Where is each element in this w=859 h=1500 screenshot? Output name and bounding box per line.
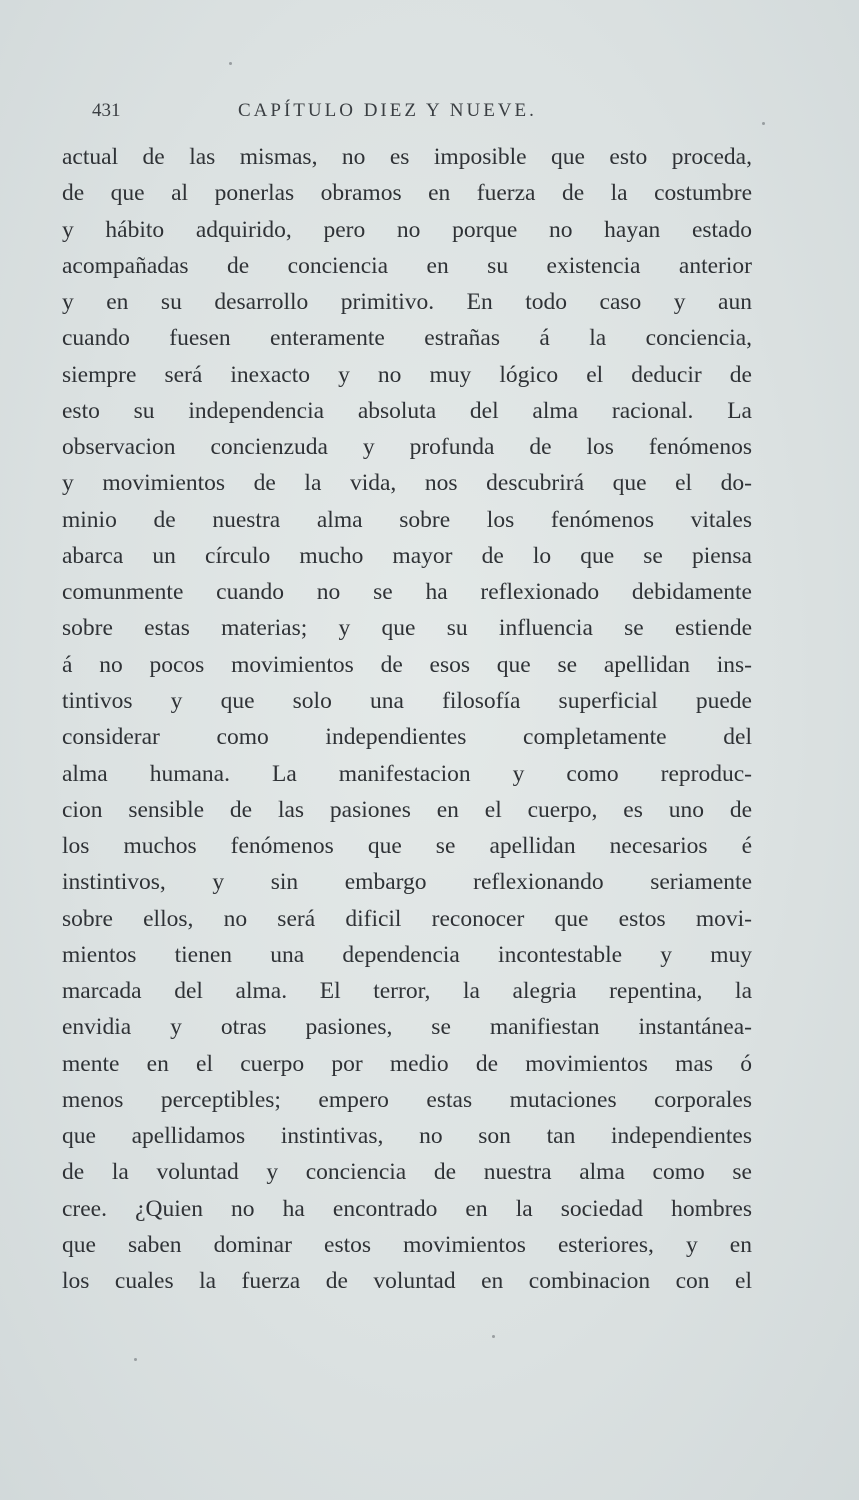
text-line: menos perceptibles; empero estas mutaciones corporales (62, 1086, 752, 1113)
page-header (92, 100, 772, 130)
text-line: de la voluntad y conciencia de nuestra alma como se (62, 1159, 752, 1186)
text-line: á no pocos movimientos de esos que se apellidan ins- (62, 651, 752, 678)
text-line: envidia y otras pasiones, se manifiestan instantánea- (62, 1014, 752, 1041)
text-line: de que al ponerlas obramos en fuerza de la costumbre (62, 180, 752, 207)
text-line: abarca un círculo mucho mayor de lo que se piensa (62, 542, 752, 569)
text-line: siempre será inexacto y no muy lógico el deducir de (62, 361, 752, 388)
text-line: alma humana. La manifestacion y como reproduc- (62, 760, 752, 787)
ink-speck (492, 1335, 495, 1338)
text-line: sobre estas materias; y que su influencia se estiende (62, 615, 752, 642)
text-line: que saben dominar estos movimientos esteriores, y en (62, 1231, 752, 1258)
text-line: marcada del alma. El terror, la alegria repentina, la (62, 978, 752, 1005)
text-line: mientos tienen una dependencia incontestable y muy (62, 941, 752, 968)
ink-speck (134, 1358, 137, 1361)
text-line: minio de nuestra alma sobre los fenómenos vitales (62, 506, 752, 533)
ink-speck (229, 62, 232, 65)
text-line: los cuales la fuerza de voluntad en combinacion con el (62, 1268, 752, 1295)
page-number: 431 (92, 100, 121, 121)
text-line: considerar como independientes completamente del (62, 724, 752, 751)
text-line: instintivos, y sin embargo reflexionando seriamente (62, 869, 752, 896)
text-line: observacion concienzuda y profunda de los fenómenos (62, 434, 752, 461)
text-line: y movimientos de la vida, nos descubrirá que el do- (62, 470, 752, 497)
running-title: CAPÍTULO DIEZ Y NUEVE. (238, 100, 537, 121)
text-line: cuando fuesen enteramente estrañas á la conciencia, (62, 325, 752, 352)
text-line: los muchos fenómenos que se apellidan necesarios é (62, 833, 752, 860)
text-line: comunmente cuando no se ha reflexionado debidamente (62, 579, 752, 606)
text-line: actual de las mismas, no es imposible que esto proceda, (62, 144, 752, 170)
text-line: sobre ellos, no será dificil reconocer que estos movi- (62, 905, 752, 932)
text-line: mente en el cuerpo por medio de movimientos mas ó (62, 1050, 752, 1077)
text-line: esto su independencia absoluta del alma racional. La (62, 397, 752, 424)
text-line: y hábito adquirido, pero no porque no hayan estado (62, 216, 752, 243)
text-line: cree. ¿Quien no ha encontrado en la sociedad hombres (62, 1195, 752, 1222)
text-line: que apellidamos instintivas, no son tan independientes (62, 1123, 752, 1150)
text-line: y en su desarrollo primitivo. En todo caso y aun (62, 289, 752, 316)
text-line: cion sensible de las pasiones en el cuerpo, es uno de (62, 796, 752, 823)
text-line: acompañadas de conciencia en su existencia anterior (62, 252, 752, 279)
text-line: tintivos y que solo una filosofía superficial puede (62, 687, 752, 714)
body-text (62, 139, 752, 1300)
